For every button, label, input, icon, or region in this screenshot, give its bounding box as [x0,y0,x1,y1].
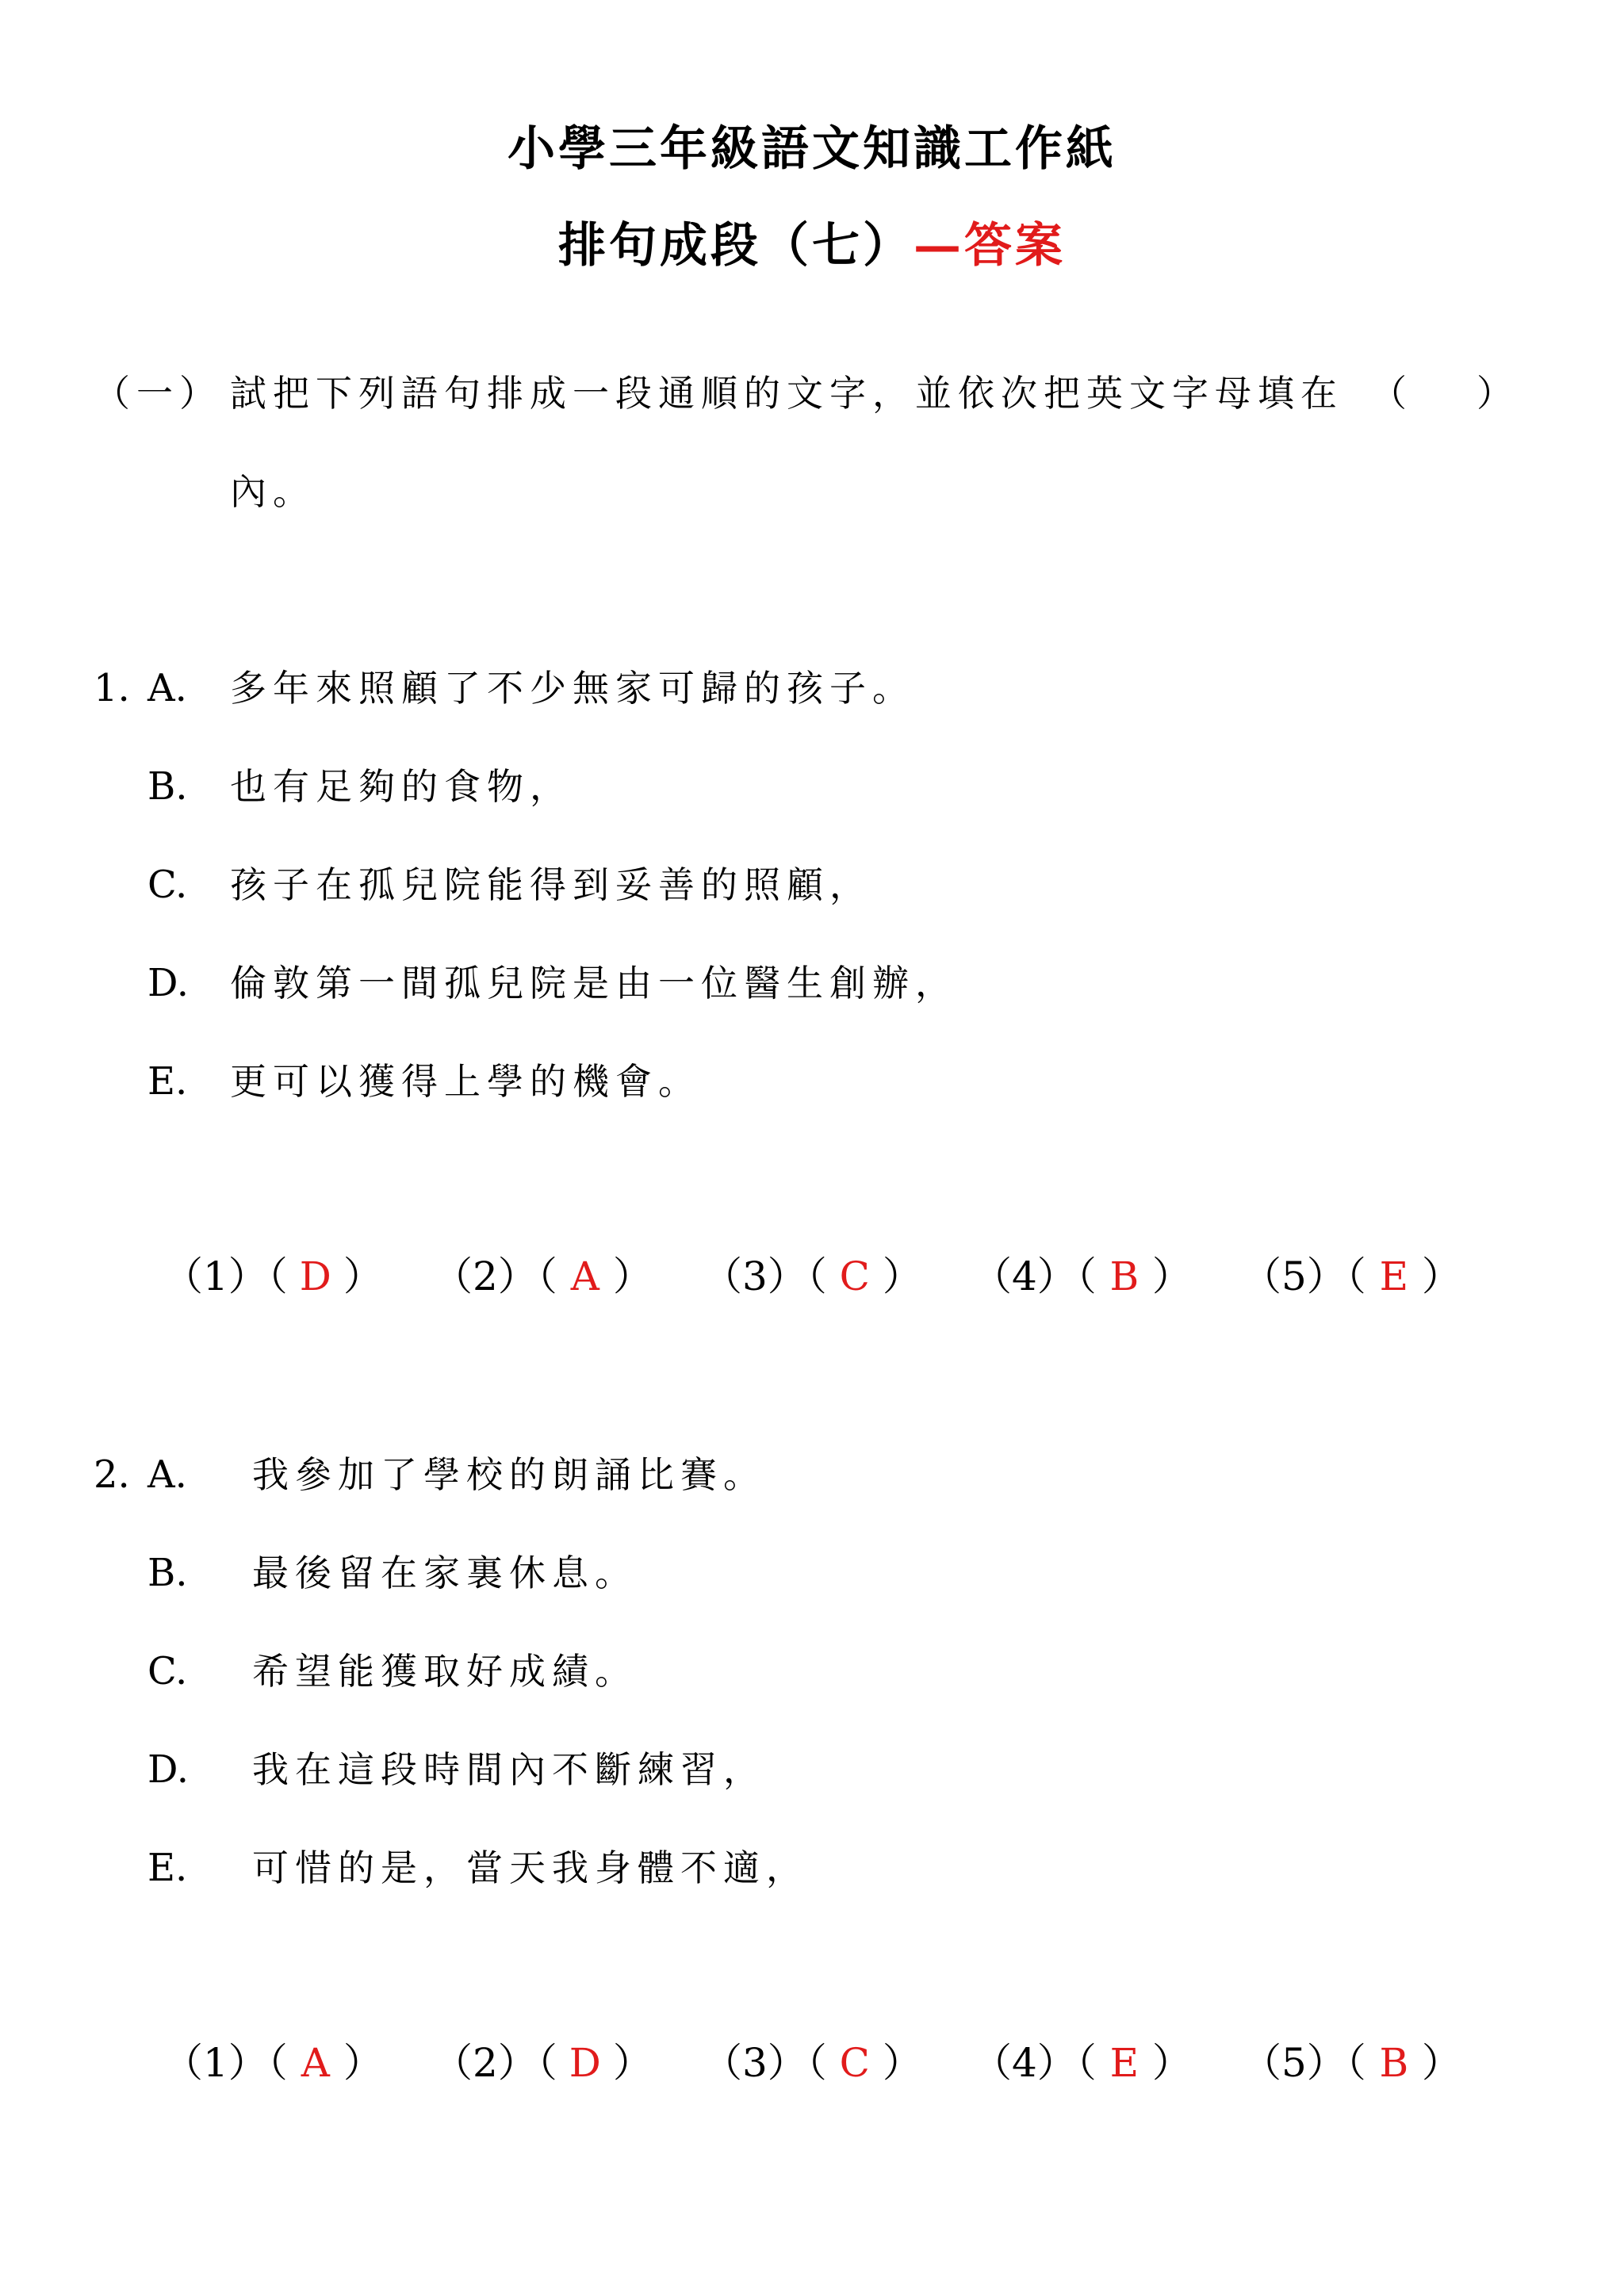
answer-label: （1）（ [163,2040,288,2086]
answer-value: E [1109,2040,1139,2086]
sentence-text: 可惜的是，當天我身體不適， [252,1846,809,1889]
sentence-letter: B. [147,1551,188,1595]
sentence-letter: A. [147,1452,187,1497]
answer-label: （3）（ [703,1253,827,1299]
sentence-letter: B. [147,764,188,809]
answer-value: B [1379,2040,1409,2086]
answer-close: ） [882,2040,922,2086]
answer-close: ） [1151,2040,1192,2086]
answer-value: C [839,1253,870,1299]
answer-close: ） [343,2040,383,2086]
answer-slot [972,2039,1192,2087]
sentence-text: 孩子在孤兒院能得到妥善的照顧， [230,863,872,906]
answer-value: E [1379,1253,1409,1299]
sentence-letter: D. [147,1747,190,1792]
sentence-text: 希望能獲取好成績。 [252,1650,638,1693]
sentence-letter: C. [147,863,188,907]
sentence-letter: C. [147,1649,188,1693]
question-number: 2. [94,1452,130,1497]
answer-value: D [569,2040,601,2086]
answer-close: ） [612,2040,653,2086]
answer-label: （3）（ [703,2040,827,2086]
answer-value: D [299,1253,331,1299]
answer-close: ） [882,1253,922,1299]
instruction-text: 試把下列語句排成一段通順的文字，並依次把英文字母填在 [230,372,1343,415]
answer-label: （4）（ [972,2040,1097,2086]
answer-slot [433,1253,653,1300]
answer-close: ） [1421,1253,1461,1299]
sentence-text: 我在這段時間內不斷練習， [252,1748,766,1791]
answer-label: （5）（ [1242,1253,1366,1299]
answer-slot [703,1253,922,1300]
answer-label: （5）（ [1242,2040,1366,2086]
answer-slot [1242,2039,1461,2087]
answer-label: （2）（ [433,2040,557,2086]
answer-slot [703,2039,922,2087]
sentence-letter: E. [147,1059,188,1104]
subtitle-main: 排句成段（七） [558,218,914,274]
sentence-text: 更可以獲得上學的機會。 [230,1060,701,1103]
sentence-letter: D. [147,961,190,1005]
answer-close: ） [343,1253,383,1299]
instruction-number: （一） [94,372,222,415]
answer-label: （4）（ [972,1253,1097,1299]
instruction-bracket-open: （ [1370,372,1413,415]
subtitle-answer-tag: —答案 [914,218,1066,274]
answer-value: A [301,2040,330,2086]
answer-slot [163,2039,383,2087]
answer-close: ） [612,1253,653,1299]
sentence-text: 最後留在家裏休息。 [252,1552,638,1594]
answer-slot [163,1253,383,1300]
answer-label: （1）（ [163,1253,288,1299]
answer-close: ） [1421,2040,1461,2086]
sentence-letter: E. [147,1846,188,1890]
answer-slot [433,2039,653,2087]
instruction-continuation: 內。 [230,470,316,513]
instruction-bracket-close: ） [1477,372,1519,415]
answer-value: C [839,2040,870,2086]
question-number: 1. [94,666,130,710]
sentence-letter: A. [147,666,187,710]
answer-slot [1242,1253,1461,1300]
worksheet-title: 小學三年級語文知識工作紙 [508,121,1116,177]
sentence-text: 我參加了學校的朗誦比賽。 [252,1453,766,1496]
sentence-text: 倫敦第一間孤兒院是由一位醫生創辦， [230,962,958,1004]
answer-value: A [570,1253,599,1299]
answer-close: ） [1151,1253,1192,1299]
answer-value: B [1109,1253,1139,1299]
sentence-text: 多年來照顧了不少無家可歸的孩子。 [230,667,915,710]
worksheet-subtitle [0,216,1624,276]
sentence-text: 也有足夠的食物， [230,765,573,808]
answer-label: （2）（ [433,1253,557,1299]
answer-slot [972,1253,1192,1300]
